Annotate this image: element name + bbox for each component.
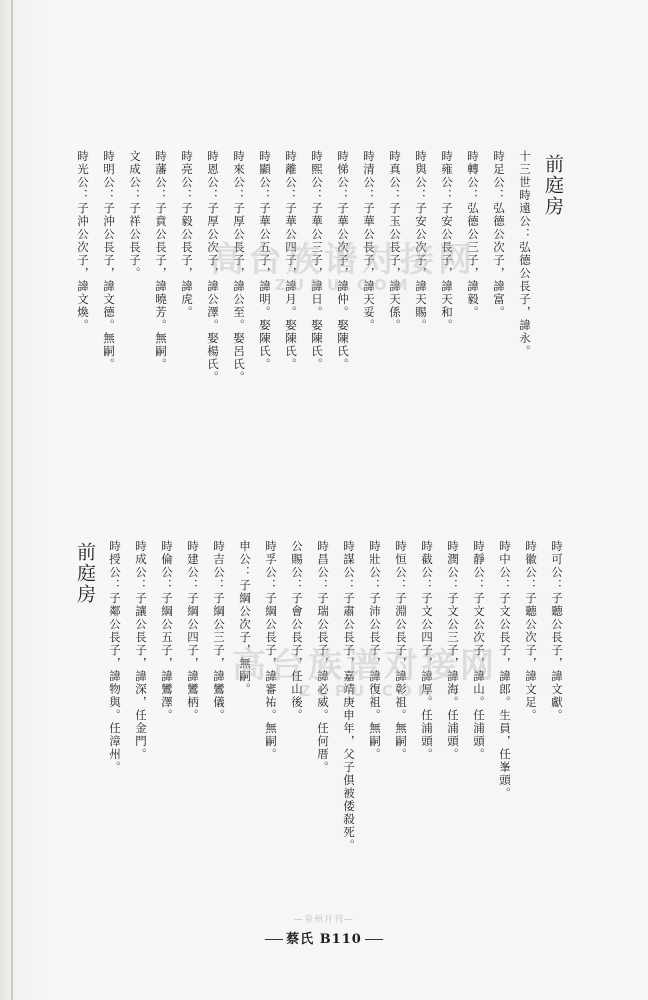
page-footer	[0, 928, 648, 947]
watermark-url: ZUPU.COM	[275, 276, 414, 294]
genealogy-entry: 時亮公：子毅公長子，諱虎。	[180, 150, 194, 319]
genealogy-entry: 時孚公：子綱公長子，諱審祐。無嗣。	[264, 540, 278, 761]
section-bottom	[64, 540, 564, 920]
binding-edge	[11, 0, 13, 1000]
watermark: 高台族谱对接网	[232, 646, 498, 686]
section-heading: 前庭房	[542, 154, 564, 217]
faint-footer-text: —泉州月刊—	[293, 915, 354, 925]
genealogy-entry: 時來公：子厚公長子，諱公至。娶呂氏。	[232, 150, 246, 384]
section-heading: 前庭房	[74, 542, 96, 605]
genealogy-entry: 公賜公：子會公長子，任山後。	[290, 540, 304, 722]
genealogy-entry: 時雍公：子安公長子，諱天和。	[440, 150, 454, 332]
genealogy-entry: 時清公：子華公長子，諱天妥。	[362, 150, 376, 332]
footer-dash-right	[365, 939, 383, 940]
genealogy-entry: 時悌公：子華公次子，諱仲。娶陳氏。	[336, 150, 350, 371]
genealogy-entry: 時建公：子綱公四子，諱鸞柄。	[186, 540, 200, 722]
genealogy-entry: 申公：子綱公次子，無嗣。	[238, 540, 252, 696]
genealogy-entry: 時壯公：子沛公長子，諱復祖。無嗣。	[368, 540, 382, 761]
genealogy-entry: 時恩公：子厚公次子，諱公澤。娶楊氏。	[206, 150, 220, 384]
genealogy-entry: 時光公：子沖公次子，諱文煥。	[76, 150, 90, 332]
genealogy-entry: 時熙公：子華公三子，諱日。娶陳氏。	[310, 150, 324, 371]
genealogy-entry: 時離公：子華公四子，諱月。娶陳氏。	[284, 150, 298, 371]
genealogy-entry: 時中公：子文公長子，諱郎。生員，任峯頭。	[498, 540, 512, 800]
genealogy-entry: 時謀公：子肅公長子，嘉靖庚申年，父子俱被倭殺死。	[342, 540, 356, 852]
genealogy-entry: 時顯公：子華公五子，諱明。娶陳氏。	[258, 150, 272, 371]
footer-dash-left	[265, 939, 283, 940]
genealogy-entry: 時昌公：子瑞公長子，諱必威。任何厝。	[316, 540, 330, 774]
genealogy-entry: 時足公：弘德公次子，諱富。	[492, 150, 506, 319]
genealogy-entry: 時靜公：子文公次子，諱山。任浦頭。	[472, 540, 486, 761]
page-number-label: 蔡氏 B110	[286, 932, 362, 947]
genealogy-entry: 時潤公：子文公三子，諱海。任浦頭。	[446, 540, 460, 761]
genealogy-entry: 時可公：子聽公長子，諱文獻。	[550, 540, 564, 722]
genealogy-entry: 十三世時遠公：弘德公長子，諱永。	[518, 150, 532, 358]
watermark: 高台族谱对接网	[210, 240, 476, 280]
genealogy-entry: 時倫公：子綱公五子，諱鸞澤。	[160, 540, 174, 722]
genealogy-entry: 時吉公：子綱公三子，諱鸞儀。	[212, 540, 226, 722]
genealogy-entry: 時成公：子讓公長子，諱深，任金門。	[134, 540, 148, 761]
genealogy-entry: 時明公：子沖公長子，諱文德。無嗣。	[102, 150, 116, 371]
genealogy-entry: 時徽公：子聽公次子，諱文足。	[524, 540, 538, 722]
genealogy-entry: 時與公：子安公次子，諱天賜。	[414, 150, 428, 332]
genealogy-entry: 時真公：子玉公長子，諱天係。	[388, 150, 402, 332]
genealogy-entry: 時截公：子文公四子，諱厚。任浦頭。	[420, 540, 434, 761]
genealogy-entry: 時轉公：弘德公三子，諱毅。	[466, 150, 480, 319]
genealogy-entry: 時授公：子鄰公長子，諱物與。任漳州。	[108, 540, 122, 774]
genealogy-entry: 時恒公：子淵公長子，諱彰祖。無嗣。	[394, 540, 408, 761]
genealogy-entry: 文成公：子祥公長子。	[128, 150, 142, 280]
watermark-url: ZUPU.COM	[300, 682, 439, 700]
section-top	[64, 150, 564, 490]
genealogy-entry: 時藩公：子賁公長子，諱曉芳。無嗣。	[154, 150, 168, 371]
